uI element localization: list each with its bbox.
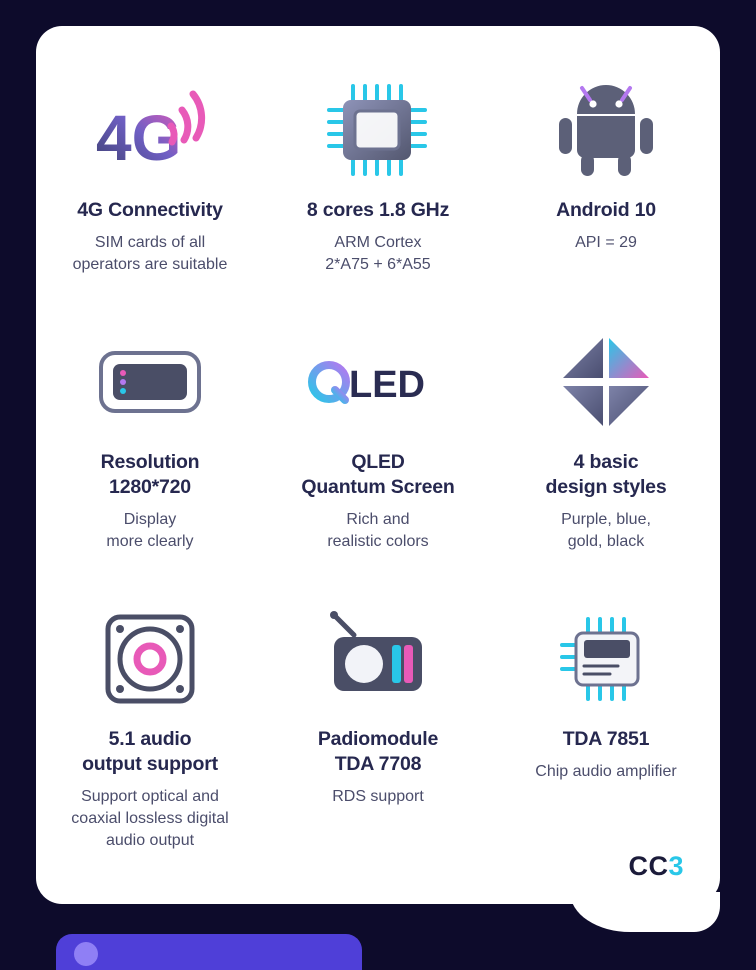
feature-subtitle: Support optical and coaxial lossless digital audio output — [71, 788, 229, 849]
4g-signal-icon — [90, 70, 210, 190]
brand-logo-accent: 3 — [668, 851, 684, 881]
feature-title: Android 10 — [556, 199, 656, 221]
feature-item-qled — [264, 322, 492, 553]
feature-title: 4 basic design styles — [545, 451, 667, 498]
amplifier-chip-icon — [554, 599, 658, 719]
feature-subtitle: Display more clearly — [106, 511, 194, 550]
android-robot-icon — [551, 70, 661, 190]
bottom-panel — [56, 934, 362, 970]
feature-title: 5.1 audio output support — [82, 728, 218, 775]
feature-grid — [36, 70, 720, 852]
brand-logo-text: CC — [628, 851, 669, 881]
design-styles-pinwheel-icon — [551, 322, 661, 442]
feature-subtitle: Purple, blue, gold, black — [561, 511, 651, 550]
feature-item-amplifier — [492, 599, 720, 852]
qled-logo-icon — [303, 322, 453, 442]
feature-title: TDA 7851 — [562, 728, 650, 750]
feature-subtitle: RDS support — [332, 788, 424, 805]
feature-item-audio-output — [36, 599, 264, 852]
feature-item-radio-module — [264, 599, 492, 852]
feature-subtitle: SIM cards of all operators are suitable — [72, 234, 228, 273]
feature-item-cpu — [264, 70, 492, 276]
feature-item-design-styles — [492, 322, 720, 553]
svg-text:4G: 4G — [96, 102, 182, 174]
feature-subtitle: Chip audio amplifier — [535, 763, 677, 780]
card-tail-shape — [570, 892, 720, 932]
feature-item-resolution — [36, 322, 264, 553]
brand-logo — [628, 851, 684, 882]
feature-item-4g-connectivity — [36, 70, 264, 276]
radio-module-icon — [318, 599, 438, 719]
feature-title: 4G Connectivity — [77, 199, 223, 221]
bottom-panel-dot-icon — [74, 942, 98, 966]
feature-title: Resolution 1280*720 — [100, 451, 200, 498]
cpu-chip-icon — [323, 70, 433, 190]
screen-resolution-icon — [95, 322, 205, 442]
feature-card — [36, 26, 720, 904]
feature-subtitle: Rich and realistic colors — [327, 511, 429, 550]
feature-title: QLED Quantum Screen — [301, 451, 455, 498]
feature-subtitle: API = 29 — [575, 234, 637, 251]
feature-item-android — [492, 70, 720, 276]
feature-subtitle: ARM Cortex 2*A75 + 6*A55 — [325, 234, 431, 273]
speaker-audio-icon — [98, 599, 202, 719]
feature-title: Padiomodule TDA 7708 — [317, 728, 439, 775]
feature-title: 8 cores 1.8 GHz — [306, 199, 450, 221]
svg-text:LED: LED — [349, 364, 425, 406]
